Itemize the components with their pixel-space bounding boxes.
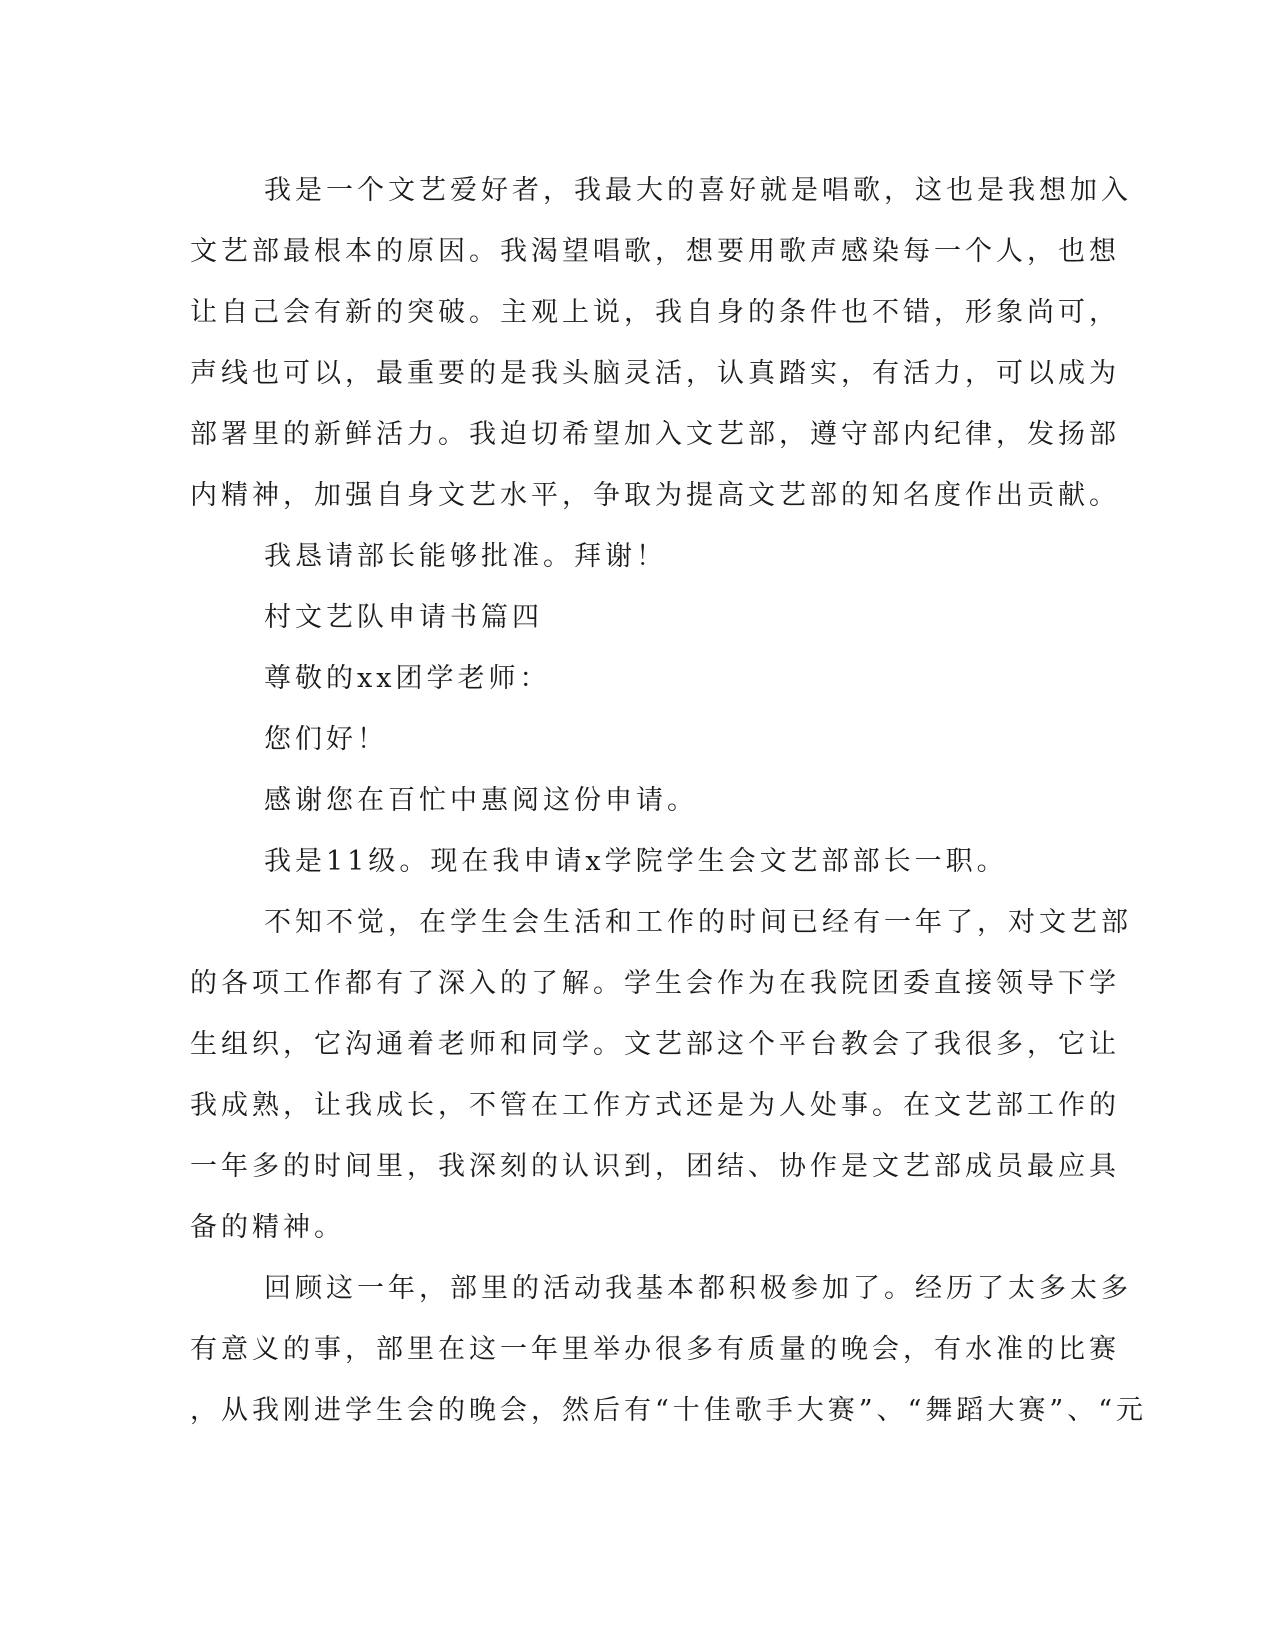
text-line: 我恳请部长能够批准。拜谢！ xyxy=(264,541,667,572)
text-line: 村文艺队申请书篇四 xyxy=(264,602,543,633)
text-line: 不知不觉，在学生会生活和工作的时间已经有一年了，对文艺部 xyxy=(264,907,1132,938)
text-line: 一年多的时间里，我深刻的认识到，团结、协作是文艺部成员最应具 xyxy=(190,1151,1120,1182)
paragraph-review xyxy=(190,1258,1148,1441)
text-line: 备的精神。 xyxy=(190,1212,345,1243)
text-line: 回顾这一年，部里的活动我基本都积极参加了。经历了太多太多 xyxy=(264,1273,1132,1304)
text-line: 有意义的事，部里在这一年里举办很多有质量的晚会，有水准的比赛 xyxy=(190,1334,1120,1365)
paragraph-thanks xyxy=(190,770,1080,831)
paragraph-request xyxy=(190,526,1080,587)
text-line: 尊敬的xx团学老师： xyxy=(264,663,551,694)
greeting xyxy=(190,709,1080,770)
text-line: 您们好！ xyxy=(264,724,388,755)
text-line: 我是11级。现在我申请x学院学生会文艺部部长一职。 xyxy=(264,846,1008,877)
text-line: 的各项工作都有了深入的了解。学生会作为在我院团委直接领导下学 xyxy=(190,968,1120,999)
text-line: 文艺部最根本的原因。我渴望唱歌，想要用歌声感染每一个人，也想 xyxy=(190,236,1120,267)
text-line: 内精神，加强自身文艺水平，争取为提高文艺部的知名度作出贡献。 xyxy=(190,480,1120,511)
text-line: 我是一个文艺爱好者，我最大的喜好就是唱歌，这也是我想加入 xyxy=(264,175,1132,206)
document-body xyxy=(190,160,1148,1441)
paragraph-intro xyxy=(190,160,1132,526)
text-line: 让自己会有新的突破。主观上说，我自身的条件也不错，形象尚可， xyxy=(190,297,1120,328)
text-line: 声线也可以，最重要的是我头脑灵活，认真踏实，有活力，可以成为 xyxy=(190,358,1120,389)
text-line: ，从我刚进学生会的晚会，然后有“十佳歌手大赛”、“舞蹈大赛”、“元 xyxy=(190,1395,1148,1426)
paragraph-self-intro xyxy=(190,831,1080,892)
text-line: 感谢您在百忙中惠阅这份申请。 xyxy=(264,785,698,816)
text-line: 部署里的新鲜活力。我迫切希望加入文艺部，遵守部内纪律，发扬部 xyxy=(190,419,1120,450)
text-line: 生组织，它沟通着老师和同学。文艺部这个平台教会了我很多，它让 xyxy=(190,1029,1120,1060)
section-heading xyxy=(190,587,1080,648)
paragraph-experience xyxy=(190,892,1132,1258)
salutation xyxy=(190,648,1080,709)
text-line: 我成熟，让我成长，不管在工作方式还是为人处事。在文艺部工作的 xyxy=(190,1090,1120,1121)
